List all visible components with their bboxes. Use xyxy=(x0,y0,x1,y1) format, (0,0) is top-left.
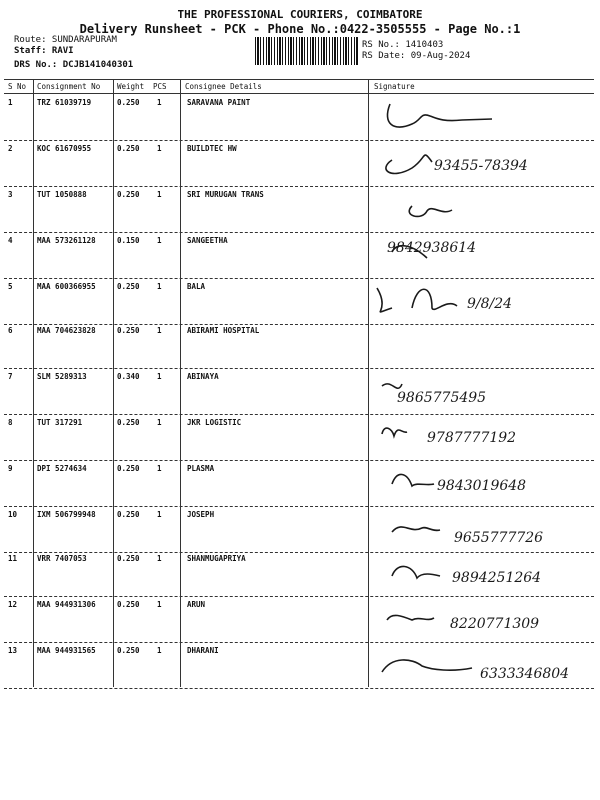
cell-weight: 0.250 xyxy=(117,326,140,335)
cell-sno: 5 xyxy=(8,282,13,291)
cell-consignment-no: MAA 600366955 xyxy=(37,282,96,291)
signature-scribble xyxy=(372,278,592,318)
cell-consignment-no: TUT 317291 xyxy=(37,418,83,427)
cell-pcs: 1 xyxy=(157,372,162,381)
cell-consignment-no: MAA 944931306 xyxy=(37,600,96,609)
cell-weight: 0.250 xyxy=(117,190,140,199)
cell-consignment-no: IXM 506799948 xyxy=(37,510,96,519)
cell-sno: 7 xyxy=(8,372,13,381)
cell-pcs: 1 xyxy=(157,236,162,245)
signature-scribble xyxy=(372,596,592,636)
staff-label: Staff: RAVI xyxy=(14,46,74,56)
signature-scribble xyxy=(372,368,592,408)
cell-pcs: 1 xyxy=(157,282,162,291)
cell-pcs: 1 xyxy=(157,326,162,335)
cell-weight: 0.250 xyxy=(117,600,140,609)
cell-consignee: ABIRAMI HOSPITAL xyxy=(187,326,260,335)
cell-sno: 10 xyxy=(8,510,18,519)
cell-consignment-no: DPI 5274634 xyxy=(37,464,87,473)
cell-sno: 13 xyxy=(8,646,18,655)
cell-pcs: 1 xyxy=(157,418,162,427)
cell-sno: 2 xyxy=(8,144,13,153)
cell-consignee: PLASMA xyxy=(187,464,215,473)
rs-number: RS No.: 1410403 xyxy=(362,40,444,50)
signature-scribble xyxy=(372,414,592,454)
cell-pcs: 1 xyxy=(157,554,162,563)
cell-consignee: BUILDTEC HW xyxy=(187,144,237,153)
rs-date: RS Date: 09-Aug-2024 xyxy=(362,51,471,61)
signature-scribble xyxy=(372,550,592,590)
cell-weight: 0.250 xyxy=(117,510,140,519)
signature-handwritten-number: 9843019648 xyxy=(437,478,527,494)
cell-pcs: 1 xyxy=(157,646,162,655)
cell-pcs: 1 xyxy=(157,600,162,609)
signature-scribble xyxy=(372,140,592,180)
cell-consignee: SANGEETHA xyxy=(187,236,228,245)
company-title: THE PROFESSIONAL COURIERS, COIMBATORE xyxy=(177,8,423,21)
cell-consignment-no: VRR 7407053 xyxy=(37,554,87,563)
cell-weight: 0.250 xyxy=(117,646,140,655)
cell-consignment-no: MAA 944931565 xyxy=(37,646,96,655)
col-header-pcs: PCS xyxy=(153,82,167,91)
signature-scribble xyxy=(372,642,592,682)
signature-scribble xyxy=(372,94,592,134)
col-header-signature: Signature xyxy=(374,82,415,91)
cell-pcs: 1 xyxy=(157,144,162,153)
signature-scribble xyxy=(372,232,592,272)
cell-sno: 6 xyxy=(8,326,13,335)
cell-consignee: ARUN xyxy=(187,600,206,609)
cell-consignment-no: KOC 61670955 xyxy=(37,144,92,153)
col-header-sno: S No xyxy=(8,82,27,91)
cell-consignee: JOSEPH xyxy=(187,510,215,519)
signature-handwritten-number: 9787777192 xyxy=(427,430,517,446)
cell-consignee: SHANMUGAPRIYA xyxy=(187,554,246,563)
col-header-consignee: Consignee Details xyxy=(185,82,262,91)
cell-sno: 3 xyxy=(8,190,13,199)
cell-weight: 0.150 xyxy=(117,236,140,245)
cell-pcs: 1 xyxy=(157,464,162,473)
cell-weight: 0.250 xyxy=(117,418,140,427)
cell-consignee: ABINAYA xyxy=(187,372,219,381)
signature-scribble xyxy=(372,506,592,546)
cell-consignment-no: MAA 573261128 xyxy=(37,236,96,245)
signature-handwritten-number: 9894251264 xyxy=(452,570,542,586)
cell-weight: 0.340 xyxy=(117,372,140,381)
cell-sno: 1 xyxy=(8,98,13,107)
signature-scribble xyxy=(372,322,592,362)
cell-consignment-no: TRZ 61039719 xyxy=(37,98,92,107)
cell-weight: 0.250 xyxy=(117,554,140,563)
cell-consignee: BALA xyxy=(187,282,206,291)
cell-weight: 0.250 xyxy=(117,282,140,291)
signature-handwritten-number: 6333346804 xyxy=(480,666,570,682)
cell-consignment-no: SLM 5289313 xyxy=(37,372,87,381)
cell-pcs: 1 xyxy=(157,190,162,199)
cell-consignment-no: MAA 704623828 xyxy=(37,326,96,335)
drs-number: DRS No.: DCJB141040301 xyxy=(14,60,134,70)
cell-weight: 0.250 xyxy=(117,464,140,473)
route-label: Route: SUNDARAPURAM xyxy=(14,35,117,45)
signature-scribble xyxy=(372,186,592,226)
barcode xyxy=(255,37,358,65)
cell-sno: 9 xyxy=(8,464,13,473)
signature-handwritten-number: 8220771309 xyxy=(450,616,540,632)
cell-consignee: JKR LOGISTIC xyxy=(187,418,242,427)
cell-weight: 0.250 xyxy=(117,144,140,153)
cell-weight: 0.250 xyxy=(117,98,140,107)
col-header-weight: Weight xyxy=(117,82,145,91)
signature-handwritten-number: 9842938614 xyxy=(387,240,477,256)
cell-sno: 4 xyxy=(8,236,13,245)
col-header-consignment: Consignment No xyxy=(37,82,101,91)
cell-sno: 8 xyxy=(8,418,13,427)
cell-pcs: 1 xyxy=(157,98,162,107)
cell-sno: 11 xyxy=(8,554,18,563)
signature-scribble xyxy=(372,460,592,500)
cell-consignee: SARAVANA PAINT xyxy=(187,98,251,107)
cell-consignment-no: TUT 1050888 xyxy=(37,190,87,199)
runsheet-title: Delivery Runsheet - PCK - Phone No.:0422-3505555 - Page No.:1 xyxy=(79,22,521,36)
signature-handwritten-number: 9655777726 xyxy=(454,530,544,546)
row-separator xyxy=(4,688,594,689)
cell-sno: 12 xyxy=(8,600,18,609)
table-top-rule xyxy=(4,79,594,80)
cell-pcs: 1 xyxy=(157,510,162,519)
signature-handwritten-number: 9865775495 xyxy=(397,390,487,406)
signature-handwritten-number: 9/8/24 xyxy=(467,296,513,312)
cell-consignee: SRI MURUGAN TRANS xyxy=(187,190,264,199)
cell-consignee: DHARANI xyxy=(187,646,219,655)
signature-handwritten-number: 93455-78394 xyxy=(434,158,528,174)
